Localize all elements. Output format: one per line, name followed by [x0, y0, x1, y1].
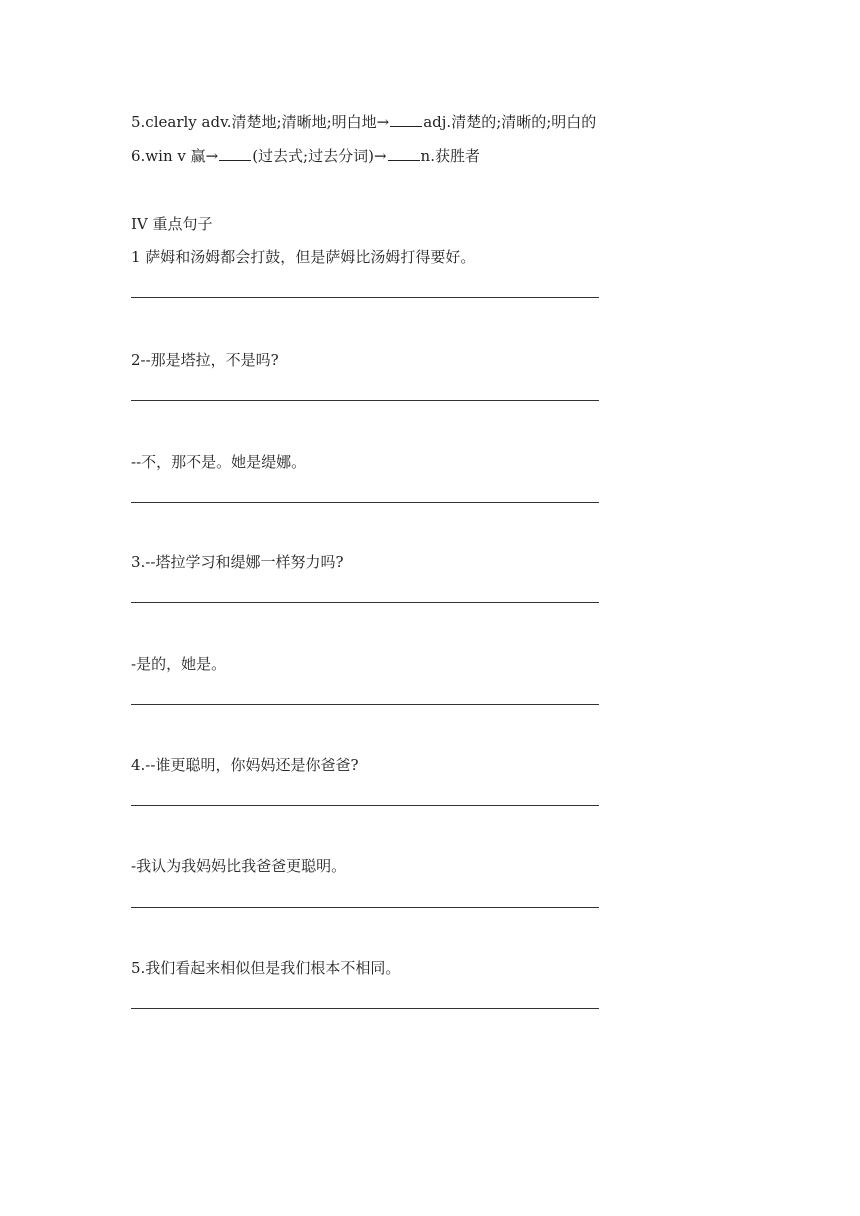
sentence-prompt: --不，那不是。她是缇娜。 [131, 453, 307, 471]
sentence-prompt: 4.--谁更聪明，你妈妈还是你爸爸? [131, 756, 359, 774]
answer-line[interactable] [131, 297, 599, 298]
sentence-prompt: 3.--塔拉学习和缇娜一样努力吗? [131, 553, 344, 571]
answer-line[interactable] [131, 704, 599, 705]
sentence-prompt: -我认为我妈妈比我爸爸更聪明。 [131, 857, 347, 875]
vocab-item-6-prefix: 6.win v 赢→ [131, 147, 219, 165]
answer-line[interactable] [131, 805, 599, 806]
vocab-item-6-suffix: n.获胜者 [420, 147, 480, 165]
vocab-item-6-middle: (过去式;过去分词)→ [252, 147, 387, 165]
section-heading: IV 重点句子 [131, 215, 213, 233]
answer-line[interactable] [131, 907, 599, 908]
vocab-item-5-suffix: adj.清楚的;清晰的;明白的 [423, 113, 597, 131]
sentence-prompt: 1 萨姆和汤姆都会打鼓，但是萨姆比汤姆打得要好。 [131, 248, 476, 266]
sentence-prompt: -是的，她是。 [131, 655, 227, 673]
vocab-item-5-prefix: 5.clearly adv.清楚地;清晰地;明白地→ [131, 113, 390, 131]
answer-line[interactable] [131, 502, 599, 503]
sentence-prompt: 2--那是塔拉，不是吗? [131, 351, 279, 369]
answer-blank[interactable] [219, 146, 251, 161]
answer-blank[interactable] [388, 146, 420, 161]
answer-line[interactable] [131, 400, 599, 401]
sentence-prompt: 5.我们看起来相似但是我们根本不相同。 [131, 959, 401, 977]
answer-blank[interactable] [390, 112, 422, 127]
vocab-item-5 [131, 112, 596, 132]
vocab-item-6 [131, 146, 480, 166]
answer-line[interactable] [131, 602, 599, 603]
answer-line[interactable] [131, 1008, 599, 1009]
